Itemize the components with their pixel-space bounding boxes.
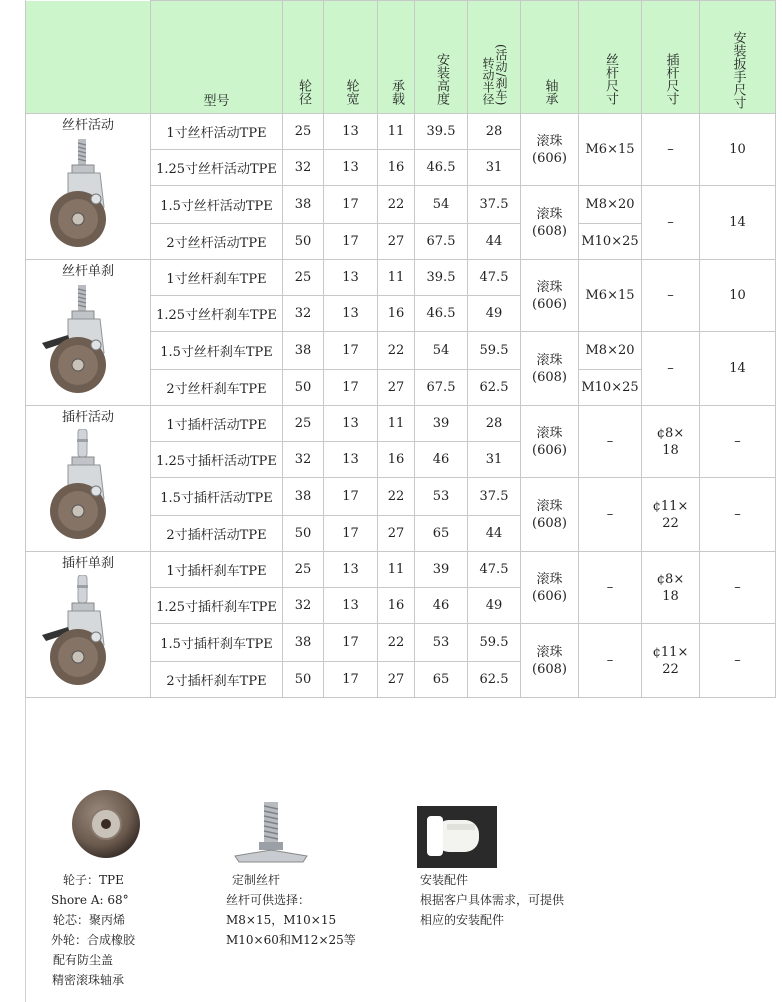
wheel-width-cell: 13: [324, 114, 378, 150]
screw-size-cell: –: [579, 478, 642, 552]
header-wrench-size: 安装扳手尺寸: [700, 1, 776, 114]
install-height-cell: 67.5: [415, 224, 468, 260]
caster-image: [26, 137, 150, 259]
bearing-name: 滚珠: [536, 425, 563, 441]
stem-size-a: ¢11×: [652, 644, 689, 660]
stem-size-b: 22: [662, 515, 679, 531]
wheel-title: 轮子：TPE: [63, 873, 124, 887]
install-height-cell: 65: [415, 516, 468, 552]
load-cell: 11: [378, 406, 415, 442]
load-cell: 11: [378, 260, 415, 296]
stem-size-cell: –: [642, 186, 700, 260]
custom-screw-image: [231, 800, 311, 868]
wrench-size-cell: –: [700, 478, 776, 552]
stem-size-cell: –: [642, 114, 700, 186]
bearing-name: 滚珠: [536, 206, 563, 222]
screw-description: [226, 870, 356, 950]
caster-image: [26, 429, 150, 551]
tpe-wheel-image: [68, 786, 144, 862]
turn-radius-cell: 59.5: [468, 332, 521, 370]
bearing-cell: [521, 624, 579, 698]
screw-line: 丝杆可供选择：: [226, 893, 311, 907]
stem-size-cell: –: [642, 260, 700, 332]
install-height-cell: 39.5: [415, 114, 468, 150]
wheel-line: Shore A: 68°: [51, 893, 129, 907]
wheel-diameter-cell: 38: [283, 478, 324, 516]
load-cell: 11: [378, 114, 415, 150]
wheel-diameter-cell: 32: [283, 442, 324, 478]
load-cell: 22: [378, 332, 415, 370]
wheel-width-cell: 13: [324, 150, 378, 186]
turn-radius-cell: 44: [468, 516, 521, 552]
model-cell: 1寸丝杆刹车TPE: [151, 260, 283, 296]
wheel-width-cell: 13: [324, 588, 378, 624]
load-cell: 22: [378, 624, 415, 662]
wheel-width-cell: 17: [324, 370, 378, 406]
fitting-title: 安装配件: [420, 873, 469, 887]
install-height-cell: 46: [415, 588, 468, 624]
screw-title: 定制丝杆: [232, 873, 281, 887]
caster-image: [26, 575, 150, 697]
load-cell: 16: [378, 588, 415, 624]
bearing-cell: [521, 552, 579, 624]
screw-size-cell: M8×20: [579, 332, 642, 370]
bearing-name: 滚珠: [536, 133, 563, 149]
bearing-code: (608): [532, 661, 567, 677]
bearing-cell: [521, 332, 579, 406]
load-cell: 27: [378, 662, 415, 698]
wheel-diameter-cell: 25: [283, 552, 324, 588]
wrench-size-cell: 14: [700, 186, 776, 260]
turn-radius-cell: 28: [468, 406, 521, 442]
load-cell: 16: [378, 442, 415, 478]
screw-size-cell: –: [579, 406, 642, 478]
bearing-cell: [521, 260, 579, 332]
stem-size-cell: [642, 406, 700, 478]
load-cell: 27: [378, 224, 415, 260]
screw-size-cell: –: [579, 552, 642, 624]
stem-size-b: 18: [662, 588, 679, 604]
turn-radius-cell: 62.5: [468, 370, 521, 406]
wheel-diameter-cell: 38: [283, 332, 324, 370]
screw-size-cell: M8×20: [579, 186, 642, 224]
bearing-cell: [521, 114, 579, 186]
stem-size-a: ¢11×: [652, 498, 689, 514]
wheel-width-cell: 17: [324, 186, 378, 224]
model-cell: 1.25寸丝杆刹车TPE: [151, 296, 283, 332]
bearing-cell: [521, 406, 579, 478]
screw-line: M10×60和M12×25等: [226, 933, 356, 947]
wrench-size-cell: 10: [700, 114, 776, 186]
header-model: 型号: [151, 1, 283, 114]
wrench-size-cell: 14: [700, 332, 776, 406]
model-cell: 1寸丝杆活动TPE: [151, 114, 283, 150]
header-row: [26, 1, 776, 114]
install-height-cell: 53: [415, 624, 468, 662]
wheel-diameter-cell: 32: [283, 150, 324, 186]
model-cell: 1.5寸丝杆活动TPE: [151, 186, 283, 224]
group-cell: [26, 552, 151, 698]
caster-image: [26, 283, 150, 405]
group-cell: [26, 406, 151, 552]
stem-size-cell: –: [642, 332, 700, 406]
header-bearing: 轴承: [521, 1, 579, 114]
load-cell: 16: [378, 296, 415, 332]
turn-radius-cell: 28: [468, 114, 521, 150]
model-cell: 1寸插杆活动TPE: [151, 406, 283, 442]
stem-size-cell: [642, 552, 700, 624]
turn-radius-cell: 49: [468, 296, 521, 332]
turn-radius-cell: 44: [468, 224, 521, 260]
wheel-diameter-cell: 32: [283, 296, 324, 332]
turn-radius-cell: 62.5: [468, 662, 521, 698]
group-name: 插杆活动: [61, 410, 114, 425]
header-wheel-diameter: 轮径: [283, 1, 324, 114]
model-cell: 2寸插杆刹车TPE: [151, 662, 283, 698]
model-cell: 1.25寸插杆活动TPE: [151, 442, 283, 478]
screw-size-cell: –: [579, 624, 642, 698]
group-name: 丝杆单刹: [61, 264, 114, 279]
wheel-width-cell: 17: [324, 516, 378, 552]
install-height-cell: 39.5: [415, 260, 468, 296]
wheel-diameter-cell: 25: [283, 260, 324, 296]
wheel-width-cell: 17: [324, 332, 378, 370]
wrench-size-cell: 10: [700, 260, 776, 332]
model-cell: 1.5寸插杆活动TPE: [151, 478, 283, 516]
wheel-width-cell: 17: [324, 624, 378, 662]
bearing-code: (606): [532, 296, 567, 312]
model-cell: 1.5寸插杆刹车TPE: [151, 624, 283, 662]
header-image: [26, 1, 151, 114]
fitting-description: [420, 870, 564, 930]
load-cell: 27: [378, 516, 415, 552]
table-row: [26, 114, 776, 150]
fitting-line: 根据客户具体需求，可提供: [420, 893, 565, 907]
screw-size-cell: M10×25: [579, 224, 642, 260]
wheel-diameter-cell: 38: [283, 624, 324, 662]
wheel-width-cell: 13: [324, 406, 378, 442]
wheel-line: 精密滚珠轴承: [52, 973, 125, 987]
screw-size-cell: M6×15: [579, 260, 642, 332]
install-height-cell: 46: [415, 442, 468, 478]
wheel-width-cell: 17: [324, 478, 378, 516]
bearing-code: (608): [532, 369, 567, 385]
turn-radius-cell: 59.5: [468, 624, 521, 662]
header-screw-size: 丝杆尺寸: [579, 1, 642, 114]
bearing-name: 滚珠: [536, 352, 563, 368]
turn-radius-cell: 47.5: [468, 552, 521, 588]
fitting-image: [417, 806, 497, 868]
bearing-cell: [521, 186, 579, 260]
bearing-code: (608): [532, 223, 567, 239]
wheel-diameter-cell: 25: [283, 114, 324, 150]
stem-size-b: 22: [662, 661, 679, 677]
stem-size-a: ¢8×: [656, 425, 685, 441]
stem-size-cell: [642, 624, 700, 698]
wheel-line: 外轮：合成橡胶: [51, 933, 136, 947]
group-name: 丝杆活动: [61, 118, 114, 133]
load-cell: 16: [378, 150, 415, 186]
group-cell: [26, 114, 151, 260]
model-cell: 1寸插杆刹车TPE: [151, 552, 283, 588]
wheel-width-cell: 17: [324, 662, 378, 698]
group-name: 插杆单刹: [61, 556, 114, 571]
screw-size-cell: M10×25: [579, 370, 642, 406]
turn-radius-cell: 49: [468, 588, 521, 624]
wheel-line: 配有防尘盖: [53, 953, 114, 967]
wheel-width-cell: 13: [324, 442, 378, 478]
wheel-line: 轮芯：聚丙烯: [53, 913, 126, 927]
table-row: [26, 406, 776, 442]
install-height-cell: 54: [415, 186, 468, 224]
bearing-name: 滚珠: [536, 571, 563, 587]
stem-size-a: ¢8×: [656, 571, 685, 587]
wheel-description: [51, 870, 136, 990]
bearing-code: (608): [532, 515, 567, 531]
load-cell: 11: [378, 552, 415, 588]
table-row: [26, 260, 776, 296]
screw-size-cell: M6×15: [579, 114, 642, 186]
group-cell: [26, 260, 151, 406]
turn-radius-cell: 47.5: [468, 260, 521, 296]
wheel-diameter-cell: 50: [283, 662, 324, 698]
install-height-cell: 46.5: [415, 150, 468, 186]
install-height-cell: 53: [415, 478, 468, 516]
fitting-line: 相应的安装配件: [420, 913, 505, 927]
turn-radius-cell: 31: [468, 150, 521, 186]
wheel-width-cell: 13: [324, 552, 378, 588]
wheel-diameter-cell: 38: [283, 186, 324, 224]
wheel-diameter-cell: 32: [283, 588, 324, 624]
spec-table: [25, 0, 776, 698]
turn-radius-cell: 31: [468, 442, 521, 478]
bearing-name: 滚珠: [536, 498, 563, 514]
stem-size-b: 18: [662, 442, 679, 458]
install-height-cell: 67.5: [415, 370, 468, 406]
header-install-height: 安装高度: [415, 1, 468, 114]
wheel-diameter-cell: 50: [283, 370, 324, 406]
model-cell: 2寸丝杆刹车TPE: [151, 370, 283, 406]
wheel-diameter-cell: 50: [283, 224, 324, 260]
wheel-width-cell: 13: [324, 296, 378, 332]
bearing-code: (606): [532, 442, 567, 458]
turn-radius-cell: 37.5: [468, 478, 521, 516]
install-height-cell: 65: [415, 662, 468, 698]
model-cell: 1.25寸丝杆活动TPE: [151, 150, 283, 186]
load-cell: 22: [378, 186, 415, 224]
turn-radius-cell: 37.5: [468, 186, 521, 224]
header-wheel-width: 轮宽: [324, 1, 378, 114]
stem-size-cell: [642, 478, 700, 552]
header-turn-radius: 转动半径(活动/刹车): [468, 1, 521, 114]
header-stem-size: 插杆尺寸: [642, 1, 700, 114]
bearing-code: (606): [532, 150, 567, 166]
model-cell: 1.5寸丝杆刹车TPE: [151, 332, 283, 370]
wrench-size-cell: –: [700, 406, 776, 478]
wrench-size-cell: –: [700, 552, 776, 624]
table-row: [26, 552, 776, 588]
bearing-name: 滚珠: [536, 644, 563, 660]
bearing-code: (606): [532, 588, 567, 604]
header-load: 承载: [378, 1, 415, 114]
install-height-cell: 54: [415, 332, 468, 370]
wheel-width-cell: 17: [324, 224, 378, 260]
install-height-cell: 39: [415, 552, 468, 588]
load-cell: 27: [378, 370, 415, 406]
wheel-diameter-cell: 50: [283, 516, 324, 552]
bearing-cell: [521, 478, 579, 552]
model-cell: 1.25寸插杆刹车TPE: [151, 588, 283, 624]
install-height-cell: 46.5: [415, 296, 468, 332]
install-height-cell: 39: [415, 406, 468, 442]
screw-line: M8×15，M10×15: [226, 913, 337, 927]
wrench-size-cell: –: [700, 624, 776, 698]
bearing-name: 滚珠: [536, 279, 563, 295]
wheel-diameter-cell: 25: [283, 406, 324, 442]
wheel-width-cell: 13: [324, 260, 378, 296]
load-cell: 22: [378, 478, 415, 516]
model-cell: 2寸插杆活动TPE: [151, 516, 283, 552]
model-cell: 2寸丝杆活动TPE: [151, 224, 283, 260]
